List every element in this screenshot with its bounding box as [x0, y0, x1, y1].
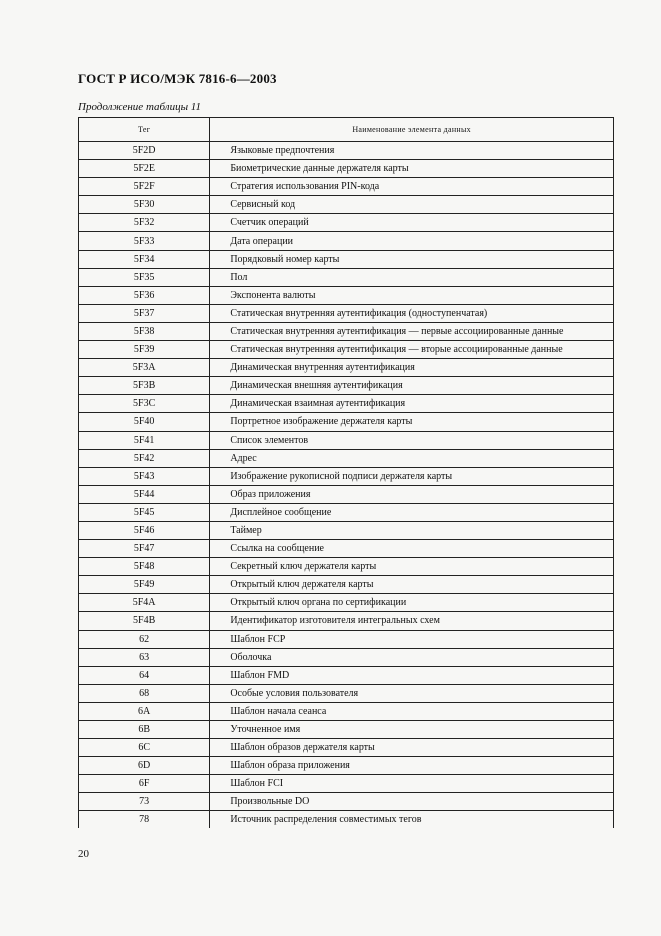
table-row [79, 630, 614, 648]
cell-element-name: Ссылка на сообщение [210, 540, 614, 558]
cell-element-name: Сервисный код [210, 196, 614, 214]
cell-tag: 5F36 [79, 286, 210, 304]
table-row [79, 449, 614, 467]
cell-tag: 5F45 [79, 503, 210, 521]
cell-element-name: Шаблон образа приложения [210, 757, 614, 775]
cell-tag: 5F48 [79, 558, 210, 576]
cell-element-name: Языковые предпочтения [210, 142, 614, 160]
table-row [79, 521, 614, 539]
cell-tag: 5F40 [79, 413, 210, 431]
table-row [79, 178, 614, 196]
table-row [79, 395, 614, 413]
cell-element-name: Биометрические данные держателя карты [210, 160, 614, 178]
cell-tag: 5F30 [79, 196, 210, 214]
table-caption: Продолжение таблицы 11 [78, 101, 201, 113]
cell-tag: 5F49 [79, 576, 210, 594]
cell-element-name: Образ приложения [210, 485, 614, 503]
cell-tag: 5F3B [79, 377, 210, 395]
cell-element-name: Дисплейное сообщение [210, 503, 614, 521]
table-header-row [79, 118, 614, 142]
cell-tag: 5F3A [79, 359, 210, 377]
cell-tag: 5F46 [79, 521, 210, 539]
page-number: 20 [78, 848, 89, 860]
cell-tag: 64 [79, 666, 210, 684]
cell-tag: 5F43 [79, 467, 210, 485]
cell-element-name: Шаблон начала сеанса [210, 702, 614, 720]
table-row [79, 341, 614, 359]
cell-tag: 5F38 [79, 322, 210, 340]
cell-tag: 5F35 [79, 268, 210, 286]
cell-element-name: Портретное изображение держателя карты [210, 413, 614, 431]
table-row [79, 540, 614, 558]
cell-element-name: Шаблон FCP [210, 630, 614, 648]
table-row [79, 304, 614, 322]
table-row [79, 467, 614, 485]
table-row [79, 684, 614, 702]
cell-tag: 5F34 [79, 250, 210, 268]
cell-tag: 6A [79, 702, 210, 720]
table-row [79, 250, 614, 268]
cell-element-name: Статическая внутренняя аутентификация (одноступенчатая) [210, 304, 614, 322]
cell-tag: 5F2F [79, 178, 210, 196]
cell-element-name: Оболочка [210, 648, 614, 666]
cell-tag: 5F2D [79, 142, 210, 160]
table-row [79, 160, 614, 178]
cell-element-name: Уточненное имя [210, 721, 614, 739]
table-row [79, 431, 614, 449]
cell-tag: 5F44 [79, 485, 210, 503]
cell-tag: 6B [79, 721, 210, 739]
table-row [79, 594, 614, 612]
cell-element-name: Статическая внутренняя аутентификация — первые ассоциированные данные [210, 322, 614, 340]
table-row [79, 811, 614, 829]
cell-element-name: Источник распределения совместимых тегов [210, 811, 614, 829]
table-row [79, 666, 614, 684]
cell-tag: 63 [79, 648, 210, 666]
cell-tag: 78 [79, 811, 210, 829]
table-row [79, 503, 614, 521]
table-row [79, 485, 614, 503]
cell-element-name: Динамическая внутренняя аутентификация [210, 359, 614, 377]
cell-element-name: Шаблон образов держателя карты [210, 739, 614, 757]
cell-element-name: Стратегия использования PIN-кода [210, 178, 614, 196]
cell-element-name: Адрес [210, 449, 614, 467]
column-header-name: Наименование элемента данных [210, 118, 614, 142]
table-row [79, 377, 614, 395]
cell-tag: 5F42 [79, 449, 210, 467]
cell-element-name: Список элементов [210, 431, 614, 449]
cell-element-name: Пол [210, 268, 614, 286]
table-row [79, 702, 614, 720]
cell-tag: 5F4A [79, 594, 210, 612]
table-row [79, 721, 614, 739]
cell-tag: 5F4B [79, 612, 210, 630]
cell-element-name: Шаблон FMD [210, 666, 614, 684]
cell-tag: 5F39 [79, 341, 210, 359]
table-row [79, 214, 614, 232]
table-row [79, 576, 614, 594]
cell-tag: 68 [79, 684, 210, 702]
cell-tag: 73 [79, 793, 210, 811]
column-header-tag: Тег [79, 118, 210, 142]
table-row [79, 142, 614, 160]
cell-tag: 5F41 [79, 431, 210, 449]
table-row [79, 612, 614, 630]
cell-tag: 6C [79, 739, 210, 757]
cell-tag: 5F33 [79, 232, 210, 250]
table-row [79, 196, 614, 214]
cell-element-name: Секретный ключ держателя карты [210, 558, 614, 576]
cell-tag: 5F32 [79, 214, 210, 232]
table-row [79, 413, 614, 431]
cell-tag: 62 [79, 630, 210, 648]
cell-element-name: Открытый ключ держателя карты [210, 576, 614, 594]
table-row [79, 739, 614, 757]
cell-element-name: Динамическая внешняя аутентификация [210, 377, 614, 395]
cell-element-name: Произвольные DO [210, 793, 614, 811]
data-elements-table [78, 117, 614, 828]
table-row [79, 558, 614, 576]
cell-element-name: Порядковый номер карты [210, 250, 614, 268]
table-row [79, 322, 614, 340]
cell-tag: 6F [79, 775, 210, 793]
cell-tag: 5F37 [79, 304, 210, 322]
table-row [79, 757, 614, 775]
cell-element-name: Экспонента валюты [210, 286, 614, 304]
document-header: ГОСТ Р ИСО/МЭК 7816-6—2003 [78, 71, 277, 86]
table-body [79, 142, 614, 829]
cell-element-name: Шаблон FCI [210, 775, 614, 793]
table-row [79, 268, 614, 286]
cell-tag: 5F3C [79, 395, 210, 413]
cell-element-name: Изображение рукописной подписи держателя карты [210, 467, 614, 485]
table-row [79, 648, 614, 666]
cell-element-name: Динамическая взаимная аутентификация [210, 395, 614, 413]
cell-tag: 5F2E [79, 160, 210, 178]
cell-tag: 6D [79, 757, 210, 775]
cell-element-name: Статическая внутренняя аутентификация — вторые ассоциированные данные [210, 341, 614, 359]
cell-element-name: Идентификатор изготовителя интегральных схем [210, 612, 614, 630]
cell-element-name: Особые условия пользователя [210, 684, 614, 702]
table-row [79, 232, 614, 250]
table-row [79, 793, 614, 811]
cell-element-name: Счетчик операций [210, 214, 614, 232]
cell-tag: 5F47 [79, 540, 210, 558]
table-row [79, 286, 614, 304]
table-row [79, 775, 614, 793]
table-row [79, 359, 614, 377]
cell-element-name: Открытый ключ органа по сертификации [210, 594, 614, 612]
cell-element-name: Таймер [210, 521, 614, 539]
cell-element-name: Дата операции [210, 232, 614, 250]
